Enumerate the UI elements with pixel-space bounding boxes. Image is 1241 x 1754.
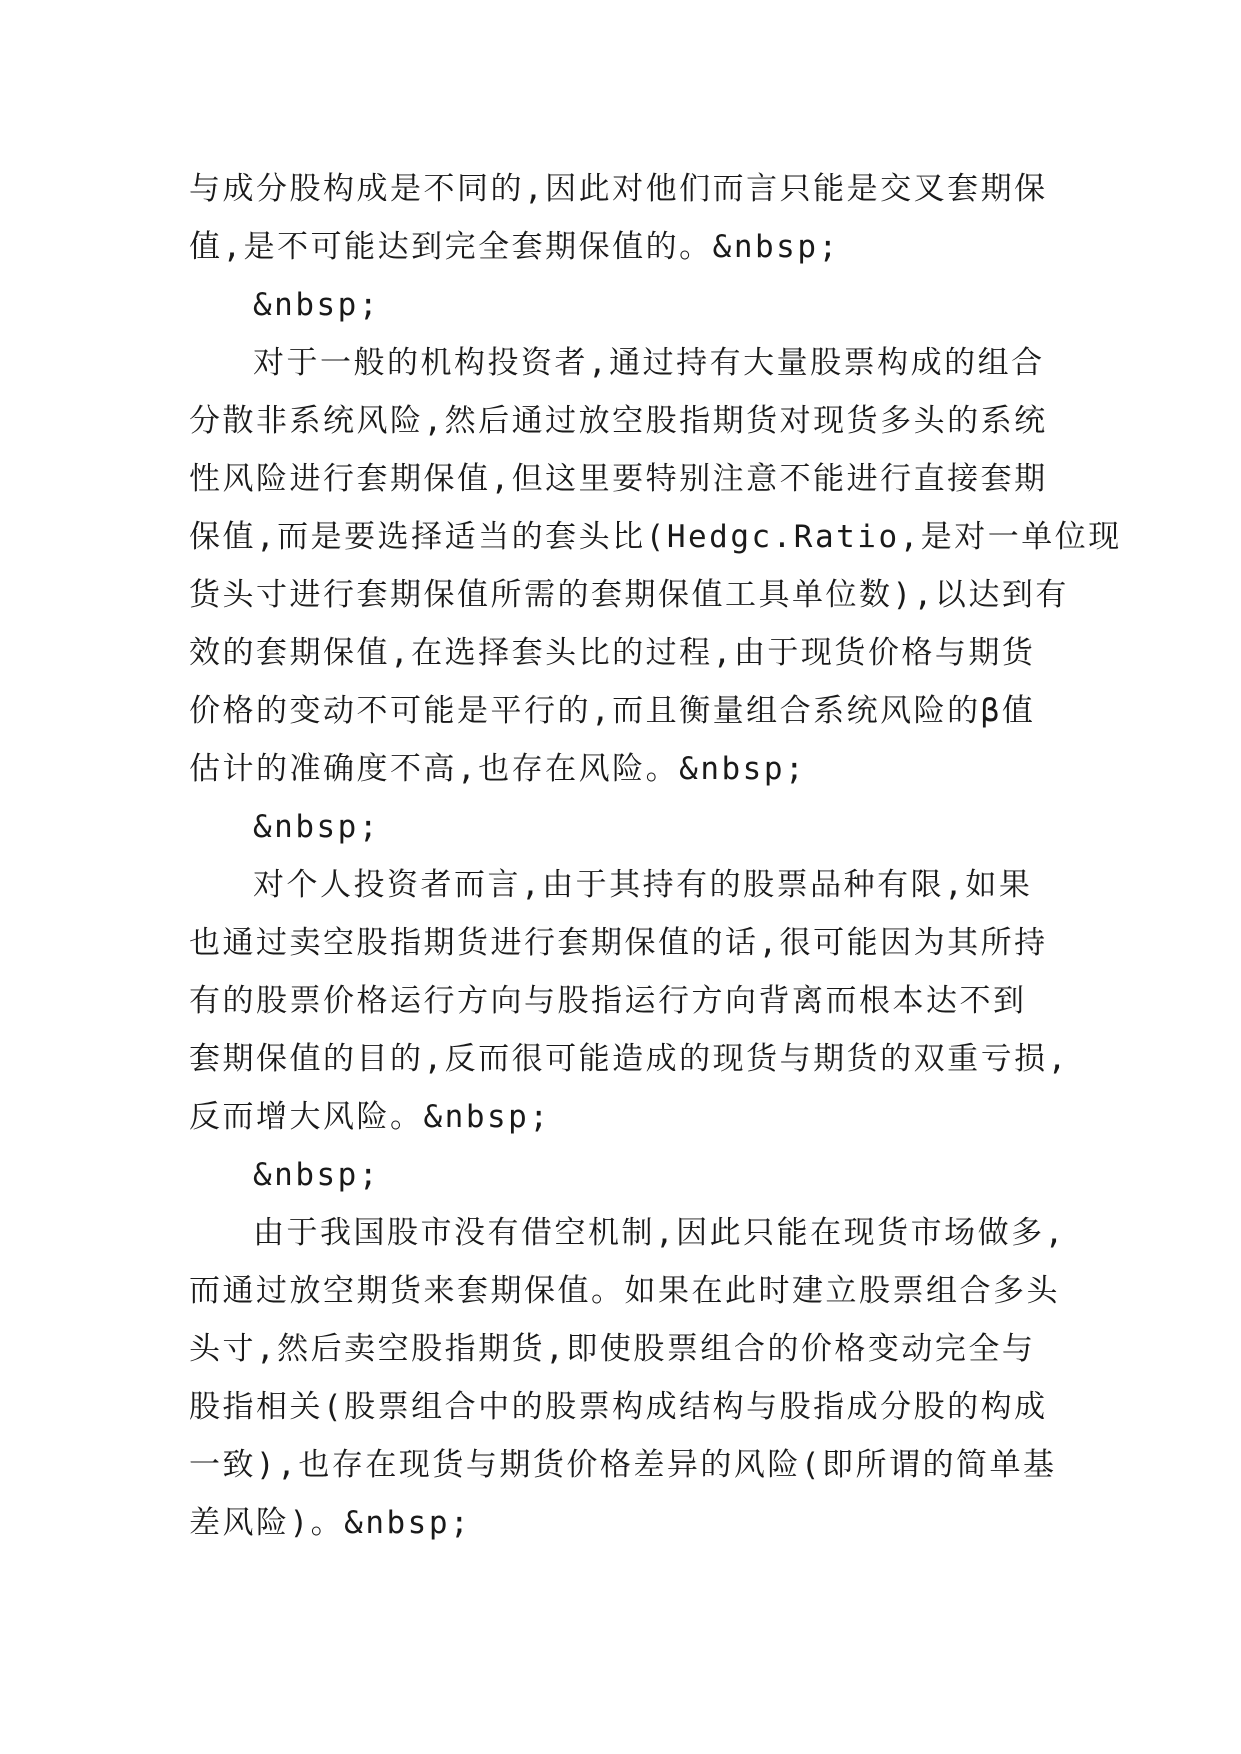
text-line: 套期保值的目的,反而很可能造成的现货与期货的双重亏损,: [189, 1041, 1069, 1077]
text-line: 头寸,然后卖空股指期货,即使股票组合的价格变动完全与: [189, 1331, 1036, 1367]
text-line: 估计的准确度不高,也存在风险。&nbsp;: [189, 751, 807, 787]
text-line: 由于我国股市没有借空机制,因此只能在现货市场做多,: [253, 1215, 1066, 1251]
text-line: 对个人投资者而言,由于其持有的股票品种有限,如果: [253, 867, 1033, 903]
text-line: 一致),也存在现货与期货价格差异的风险(即所谓的简单基: [189, 1447, 1057, 1483]
text-line: 股指相关(股票组合中的股票构成结构与股指成分股的构成: [189, 1389, 1048, 1425]
text-line: 对于一般的机构投资者,通过持有大量股票构成的组合: [253, 345, 1045, 381]
text-line: 而通过放空期货来套期保值。如果在此时建立股票组合多头: [189, 1273, 1060, 1309]
text-line: 反而增大风险。&nbsp;: [189, 1099, 551, 1135]
text-line: &nbsp;: [253, 1157, 380, 1193]
text-line: 值,是不可能达到完全套期保值的。&nbsp;: [189, 229, 840, 265]
text-line: &nbsp;: [253, 287, 380, 323]
text-line: 保值,而是要选择适当的套头比(Hedgc.Ratio,是对一单位现: [189, 519, 1122, 555]
text-line: &nbsp;: [253, 809, 380, 845]
text-line: 差风险)。&nbsp;: [189, 1505, 472, 1541]
text-line: 分散非系统风险,然后通过放空股指期货对现货多头的系统: [189, 403, 1048, 439]
text-line: 货头寸进行套期保值所需的套期保值工具单位数),以达到有: [189, 577, 1069, 613]
text-line: 与成分股构成是不同的,因此对他们而言只能是交叉套期保: [189, 171, 1048, 207]
text-line: 效的套期保值,在选择套头比的过程,由于现货价格与期货: [189, 635, 1036, 671]
document-body: [189, 160, 1122, 1552]
text-line: 也通过卖空股指期货进行套期保值的话,很可能因为其所持: [189, 925, 1048, 961]
text-line: 价格的变动不可能是平行的,而且衡量组合系统风险的β值: [189, 693, 1036, 729]
text-line: 性风险进行套期保值,但这里要特别注意不能进行直接套期: [189, 461, 1048, 497]
text-line: 有的股票价格运行方向与股指运行方向背离而根本达不到: [189, 983, 1027, 1019]
